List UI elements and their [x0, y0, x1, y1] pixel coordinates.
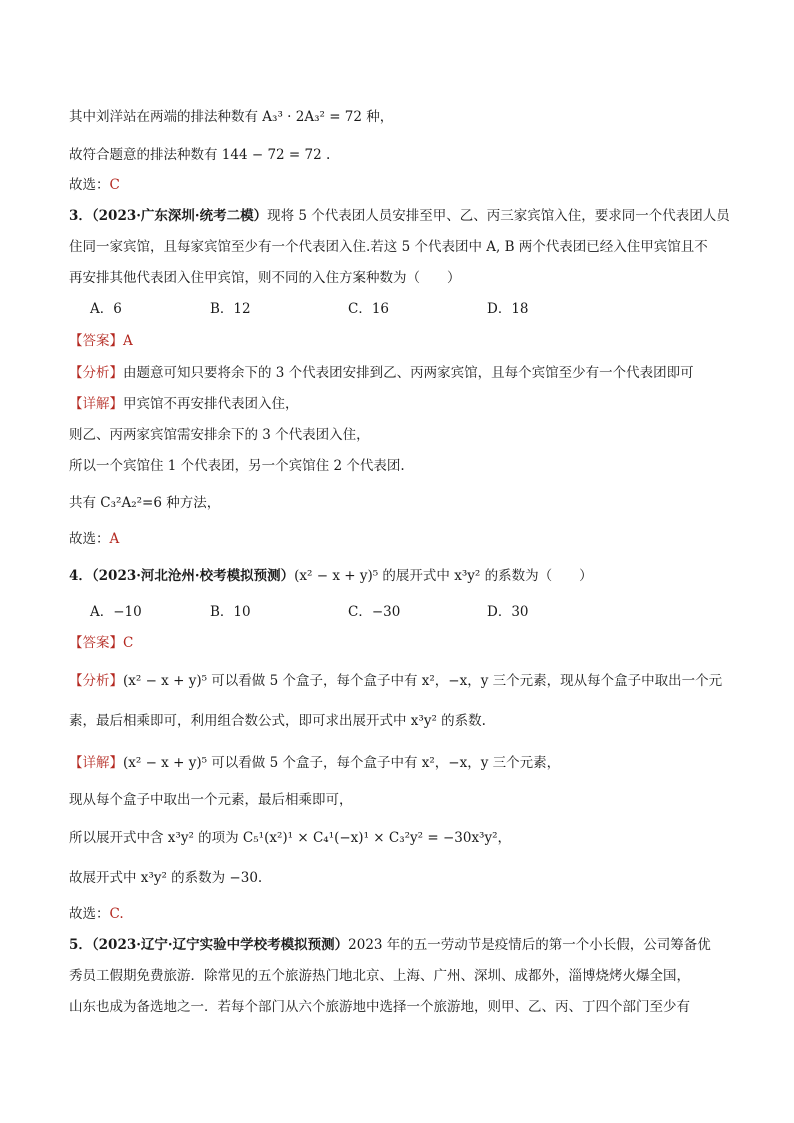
- answer-value: A: [123, 333, 133, 349]
- q4-source: （2023·河北沧州·校考模拟预测）: [91, 568, 295, 584]
- q4-detail-2: 现从每个盒子中取出一个元素，最后相乘即可，: [69, 792, 353, 808]
- prev-line-1: 其中刘洋站在两端的排法种数有 A₃³ · 2A₃² = 72 种，: [69, 109, 394, 125]
- answer-tag: 【答案】: [69, 333, 123, 349]
- q4-number: 4．: [69, 568, 92, 584]
- q5-source: （2023·辽宁·辽宁实验中学校考模拟预测）: [91, 937, 349, 953]
- q5-stem-line-3: 山东也成为备选地之一．若每个部门从六个旅游地中选择一个旅游地，则甲、乙、丙、丁四个部门至少有: [69, 999, 690, 1015]
- q5-number: 5．: [69, 937, 92, 953]
- q3-option-d: D．18: [487, 301, 529, 317]
- q4-detail-1: [69, 753, 560, 773]
- q5-stem-text: 2023 年的五一劳动节是疫情后的第一个小长假，公司筹备优: [348, 937, 711, 953]
- q4-analysis-2: 素，最后相乘即可，利用组合数公式，即可求出展开式中 x³y² 的系数.: [69, 713, 486, 729]
- q4-option-d: D．30: [487, 604, 529, 620]
- q3-detail-2: 则乙、丙两家宾馆需安排余下的 3 个代表团入住，: [69, 427, 370, 443]
- q4-detail-3: 所以展开式中含 x³y² 的项为 C₅¹(x²)¹ × C₄¹(−x)¹ × C₃²y² = −30x³y²，: [69, 830, 512, 846]
- q5-stem-line-2: 秀员工假期免费旅游．除常见的五个旅游热门地北京、上海、广州、深圳、成都外，淄博烧烤火爆全国，: [69, 968, 690, 984]
- q3-number: 3．: [69, 208, 92, 224]
- analysis-text: (x² − x + y)⁵ 可以看做 5 个盒子，每个盒子中有 x²，−x，y 三个元素，现从每个盒子中取出一个元: [123, 673, 723, 689]
- q3-answer: [69, 331, 133, 351]
- q4-choose: 故选：C.: [69, 906, 124, 922]
- q3-detail-1: [69, 394, 299, 414]
- q4-stem-text: (x² − x + y)⁵ 的展开式中 x³y² 的系数为（ ）: [294, 568, 593, 584]
- detail-tag: 【详解】: [69, 396, 123, 412]
- detail-text: 甲宾馆不再安排代表团入住，: [123, 396, 299, 412]
- q3-stem-line-1: [69, 206, 730, 226]
- q3-option-b: B．12: [210, 301, 251, 317]
- q4-detail-4: 故展开式中 x³y² 的系数为 −30.: [69, 870, 263, 886]
- q4-answer: [69, 633, 133, 653]
- prev-answer: 故选：C: [69, 177, 120, 193]
- q5-stem-line-1: [69, 935, 711, 955]
- q3-analysis: [69, 363, 694, 383]
- q3-detail-4: 共有 C₃²A₂²=6 种方法，: [69, 495, 221, 511]
- q4-option-c: C．−30: [348, 604, 401, 620]
- q3-stem-line-3: 再安排其他代表团入住甲宾馆，则不同的入住方案种数为（ ）: [69, 270, 461, 286]
- q3-stem-text: 现将 5 个代表团人员安排至甲、乙、丙三家宾馆入住，要求同一个代表团人员: [267, 208, 730, 224]
- q3-option-a: A．6: [90, 301, 122, 317]
- q3-source: （2023·广东深圳·统考二模）: [91, 208, 268, 224]
- answer-tag: 【答案】: [69, 635, 123, 651]
- analysis-text: 由题意可知只要将余下的 3 个代表团安排到乙、丙两家宾馆，且每个宾馆至少有一个代表团即可: [123, 365, 694, 381]
- detail-tag: 【详解】: [69, 755, 123, 771]
- q4-option-b: B．10: [210, 604, 251, 620]
- q3-option-c: C．16: [348, 301, 390, 317]
- detail-text: (x² − x + y)⁵ 可以看做 5 个盒子，每个盒子中有 x²，−x，y 三个元素，: [123, 755, 561, 771]
- answer-value: C: [123, 635, 134, 651]
- q4-analysis-1: [69, 671, 722, 691]
- q4-option-a: A．−10: [90, 604, 142, 620]
- prev-line-2: 故符合题意的排法种数有 144 − 72 = 72 .: [69, 147, 331, 163]
- q4-stem: [69, 566, 593, 586]
- q3-choose: 故选：A: [69, 531, 120, 547]
- q3-stem-line-2: 住同一家宾馆，且每家宾馆至少有一个代表团入住.若这 5 个代表团中 A, B 两个代表团已经入住甲宾馆且不: [69, 239, 708, 255]
- q3-detail-3: 所以一个宾馆住 1 个代表团，另一个宾馆住 2 个代表团.: [69, 458, 405, 474]
- analysis-tag: 【分析】: [69, 365, 123, 381]
- analysis-tag: 【分析】: [69, 673, 123, 689]
